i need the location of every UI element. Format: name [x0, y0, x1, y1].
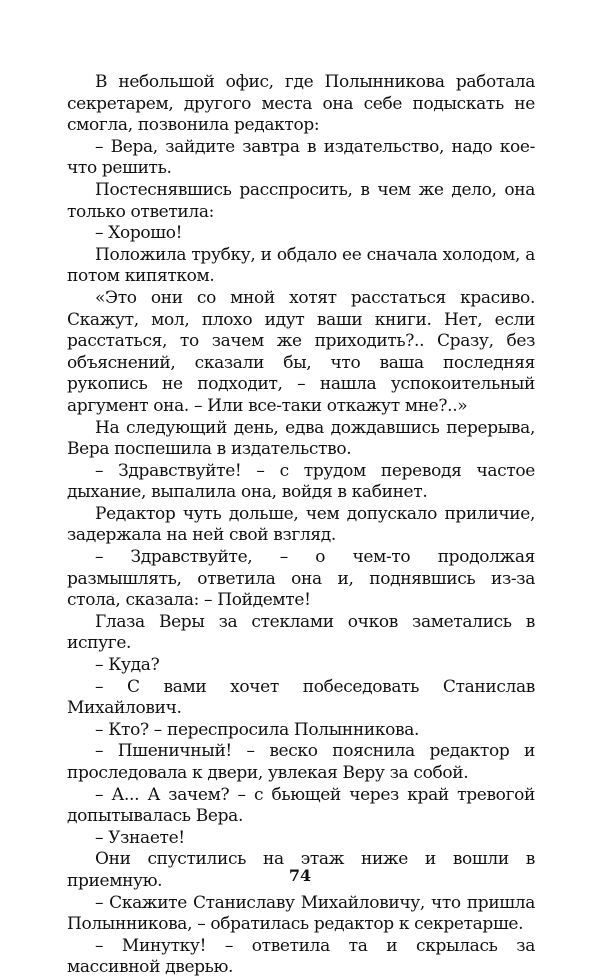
paragraph: – Хорошо!: [95, 223, 183, 244]
paragraph: В небольшой офис, где Полынникова работала секретарем, другого места она себе подыскать не смогла, позвонила редактор:: [67, 72, 535, 136]
paragraph: – Пшеничный! – веско пояснила редактор и проследовала к двери, увлекая Веру за собой.: [67, 741, 535, 783]
paragraph: Редактор чуть дольше, чем допускало приличие, задержала на ней свой взгляд.: [67, 503, 535, 546]
paragraph: – Куда?: [95, 655, 160, 676]
paragraph: – Здравствуйте, – о чем-то продолжая размышлять, ответила она и, поднявшись из-за стола, сказала: – Пойдемте!: [67, 547, 535, 611]
paragraph: Положила трубку, и обдало ее сначала холодом, а потом кипятком.: [67, 244, 535, 287]
paragraph: Постеснявшись расспросить, в чем же дело, она только ответила:: [67, 179, 535, 222]
paragraph: – Минутку! – ответила та и скрылась за массивной дверью.: [67, 935, 535, 978]
paragraph: – С вами хочет побеседовать Станислав Михайлович.: [67, 676, 535, 719]
paragraph: – Здравствуйте! – с трудом переводя частое дыхание, выпалила она, войдя в кабинет.: [67, 460, 535, 503]
paragraph: – Скажите Станиславу Михайловичу, что пришла Полынникова, – обратилась редактор к секретарше.: [67, 892, 535, 935]
paragraph: – Кто? – переспросила Полынникова.: [95, 719, 420, 740]
paragraph: Глаза Веры за стеклами очков заметались в испуге.: [67, 611, 535, 654]
paragraph: «Это они со мной хотят расстаться красиво. Скажут, мол, плохо идут ваши книги. Нет, если расстаться, то зачем же приходить?.. Сразу, без объяснений, сказали бы, что ваша последняя рукопись не подходит, – нашла успокоительный аргумент она. – Или все-таки откажут мне?..»: [67, 287, 535, 416]
body-text: [67, 72, 535, 979]
page-number: 74: [288, 866, 312, 885]
paragraph: На следующий день, едва дождавшись перерыва, Вера поспешила в издательство.: [67, 417, 535, 460]
paragraph: Они спустились на этаж ниже и вошли в приемную.: [67, 849, 535, 891]
paragraph: – А... А зачем? – с бьющей через край тревогой допытывалась Вера.: [67, 784, 535, 827]
paragraph: – Узнаете!: [95, 827, 185, 848]
paragraph: – Вера, зайдите завтра в издательство, надо кое-что решить.: [67, 136, 535, 179]
